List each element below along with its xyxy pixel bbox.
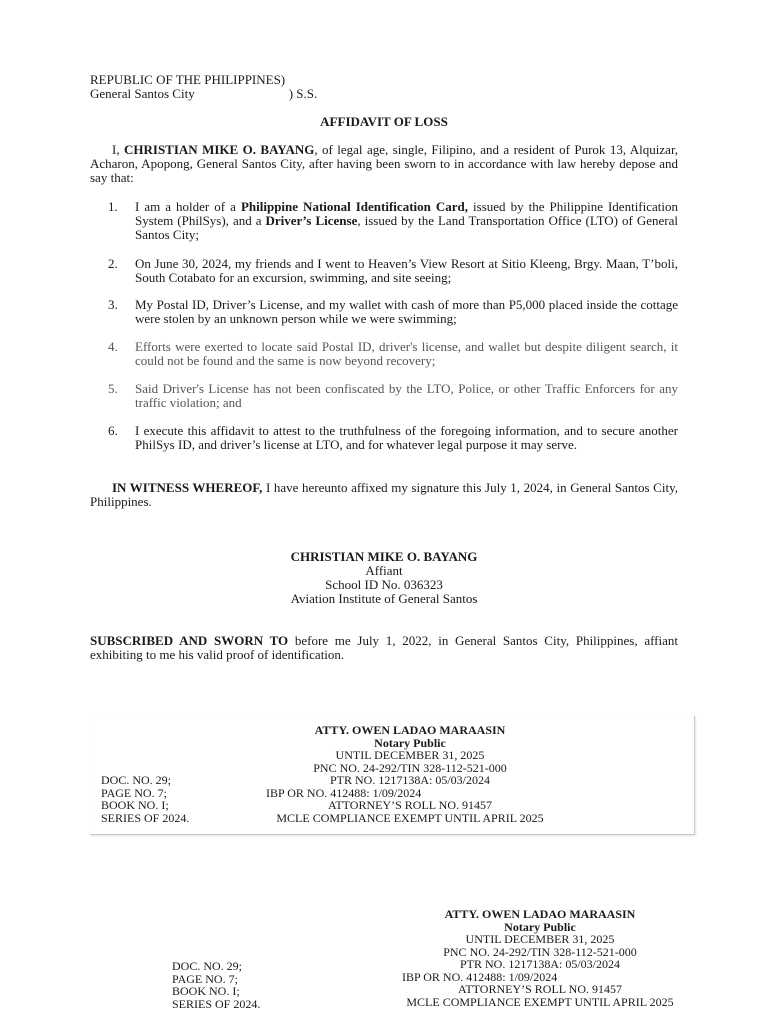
item-number: 1. (108, 199, 118, 214)
ss-marker: ) S.S. (288, 86, 318, 101)
item-text: On June 30, 2024, my friends and I went to Heaven’s View Resort at Sitio Kleeng, Brgy. Maan, T’boli, South Cotabato for an excursion, swimming, and site seeing; (135, 256, 678, 285)
list-item (108, 257, 678, 285)
notary-title: Notary Public (504, 919, 576, 934)
item-text: My Postal ID, Driver’s License, and my wallet with cash of more than P5,000 placed inside the cottage were stolen by an unknown person while we were swimming; (135, 297, 678, 326)
city-line (90, 87, 317, 101)
item-text: Efforts were exerted to locate said Postal ID, driver's license, and wallet but despite diligent search, it could not be found and the same is now beyond recovery; (135, 339, 678, 368)
item-number: 2. (108, 256, 118, 271)
jurat-heading: SUBSCRIBED AND SWORN TO (90, 633, 289, 648)
witness-heading: IN WITNESS WHEREOF, (112, 480, 263, 495)
page-no: PAGE NO. 7; (101, 785, 167, 800)
affiant-school: Aviation Institute of General Santos (290, 591, 478, 606)
notary-title: Notary Public (374, 735, 446, 750)
republic-line: REPUBLIC OF THE PHILIPPINES) (90, 72, 286, 87)
book-no: BOOK NO. I; (101, 798, 169, 812)
item-number: 3. (108, 297, 118, 312)
book-no: BOOK NO. I; (172, 984, 240, 998)
item-text: Said Driver's License has not been confiscated by the LTO, Police, or other Traffic Enforcers for any traffic violation; and (135, 381, 678, 410)
affiant-school-id: School ID No. 036323 (325, 577, 443, 592)
item-number: 4. (108, 339, 118, 354)
series-no: SERIES OF 2024. (101, 810, 190, 825)
notary-block (330, 908, 750, 1008)
doc-reference (172, 960, 260, 1010)
notary-until: UNTIL DECEMBER 31, 2025 (335, 748, 485, 762)
item-number: 5. (108, 381, 118, 396)
notary-block (266, 723, 550, 825)
notary-ptr: PTR NO. 1217138A: 05/03/2024 (329, 773, 490, 787)
venue-header (90, 73, 317, 101)
item-text: I execute this affidavit to attest to the truthfulness of the foregoing information, and to secure another PhilSys ID, and driver’s license at LTO, and for whatever legal purpose it may serve. (135, 423, 678, 452)
notary-name: ATTY. OWEN LADAO MARAASIN (314, 723, 506, 737)
series-no: SERIES OF 2024. (172, 996, 261, 1011)
witness-text: I have hereunto affixed my signature this July 1, 2024, in General Santos City, Philippines. (90, 480, 678, 509)
notary-mcle: MCLE COMPLIANCE EXEMPT UNTIL APRIL 2025 (406, 994, 674, 1009)
jurat-text: before me July 1, 2022, in General Santos City, Philippines, affiant exhibiting to me his valid proof of identification. (90, 633, 679, 662)
notary-mcle: MCLE COMPLIANCE EXEMPT UNTIL APRIL 2025 (276, 810, 544, 825)
list-item (108, 424, 678, 452)
notary-ptr: PTR NO. 1217138A: 05/03/2024 (459, 957, 620, 971)
affiant-name: CHRISTIAN MIKE O. BAYANG (290, 549, 478, 564)
list-item (108, 298, 678, 326)
affiant-signature-block (0, 550, 768, 606)
notary-roll: ATTORNEY’S ROLL NO. 91457 (328, 798, 492, 812)
notary-roll: ATTORNEY’S ROLL NO. 91457 (458, 982, 622, 996)
notary-pnc: PNC NO. 24-292/TIN 328-112-521-000 (443, 944, 637, 959)
list-item (108, 340, 678, 368)
doc-no: DOC. NO. 29; (172, 959, 243, 973)
notary-until: UNTIL DECEMBER 31, 2025 (465, 932, 615, 946)
list-item (108, 200, 678, 242)
item-number: 6. (108, 423, 118, 438)
notary-ibp: IBP OR NO. 412488: 1/09/2024 (266, 785, 422, 800)
page-no: PAGE NO. 7; (172, 971, 238, 986)
doc-no: DOC. NO. 29; (101, 773, 172, 787)
notary-name: ATTY. OWEN LADAO MARAASIN (444, 907, 636, 921)
intro-post: , of legal age, single, Filipino, and a resident of Purok 13, Alquizar, Acharon, Apopong, General Santos City, after having been sworn to in accordance with law hereby depose and say that: (90, 142, 679, 185)
document-title: AFFIDAVIT OF LOSS (320, 114, 448, 129)
intro-paragraph (90, 143, 678, 185)
intro-pre: I, (112, 142, 124, 157)
list-item (108, 382, 678, 410)
witness-paragraph (90, 481, 678, 509)
item-text: I am a holder of a Philippine National Identification Card, issued by the Philippine Identification System (PhilSys), and a Driver’s License, issued by the Land Transportation Office (LTO) of General Santos City; (135, 199, 679, 242)
doc-reference (101, 774, 189, 824)
affiant-name-inline: CHRISTIAN MIKE O. BAYANG (124, 142, 315, 157)
jurat-paragraph (90, 634, 678, 662)
city-name: General Santos City (90, 86, 195, 101)
affiant-role: Affiant (365, 563, 403, 578)
notary-pnc: PNC NO. 24-292/TIN 328-112-521-000 (313, 760, 507, 775)
notary-ibp: IBP OR NO. 412488: 1/09/2024 (402, 969, 558, 984)
